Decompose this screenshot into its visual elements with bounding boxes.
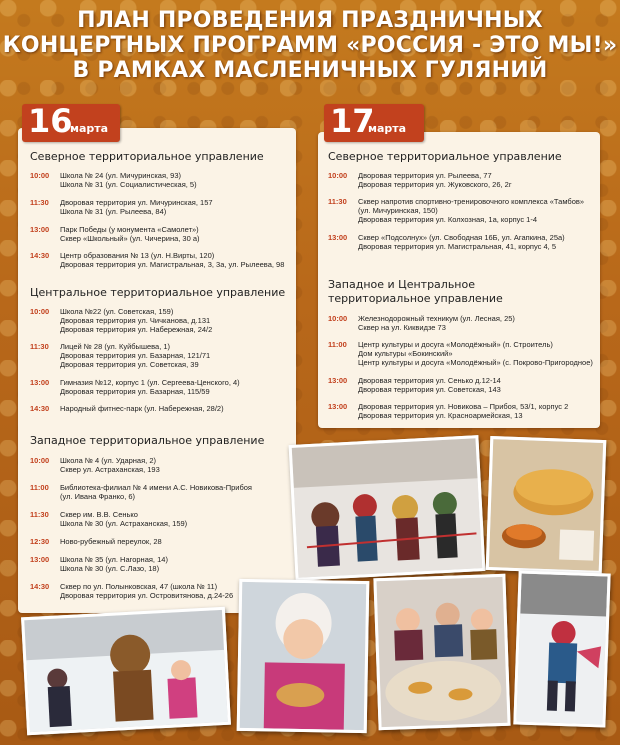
entry-time: 10:00: [30, 456, 50, 465]
section-title-line: территориальное управление: [328, 292, 503, 305]
poster-title: [0, 8, 620, 83]
feast-table-photo: [373, 574, 510, 731]
date-day: 16: [28, 102, 73, 140]
section-title-north: Северное территориальное управление: [328, 150, 562, 163]
entry-line: Дворовая территория ул. Советская, 39: [60, 360, 199, 369]
date-tab-16: [22, 104, 120, 142]
entry-time: 10:00: [328, 314, 348, 323]
entry-line: Библиотека-филиал № 4 имени А.С. Новикова-Прибоя: [60, 483, 252, 492]
entry-line: (ул. Ивана Франко, 6): [60, 492, 136, 501]
entry-line: Дворовая территория ул. Красноармейская, 13: [358, 411, 523, 420]
entry-line: Дворовая территория ул. Жуковского, 26, 2г: [358, 180, 512, 189]
entry-time: 11:30: [328, 197, 347, 206]
entry-time: 11:30: [30, 198, 49, 207]
date-month: марта: [368, 122, 407, 135]
entry-time: 11:00: [328, 340, 347, 349]
pancakes-photo: [486, 436, 607, 574]
section-title-central: Центральное территориальное управление: [30, 286, 286, 299]
entry-line: Сквер напротив спортивно-тренировочного комплекса «Тамбов»: [358, 197, 585, 206]
entry-time: 13:00: [328, 376, 348, 385]
entry-line: Школа № 31 (ул. Рылеева, 84): [60, 207, 167, 216]
entry-time: 14:30: [30, 404, 50, 413]
entry-line: Дворовая территория ул. Мичуринская, 157: [60, 198, 213, 207]
title-line-2: КОНЦЕРТНЫХ ПРОГРАММ «РОССИЯ - ЭТО МЫ!»: [2, 33, 618, 58]
date-tab-17: [324, 104, 424, 142]
entry-line: Дворовая территория ул. Колхозная, 1а, корпус 1-4: [358, 215, 538, 224]
entry-line: Сквер «Школьный» (ул. Чичерина, 30 а): [60, 234, 200, 243]
entry-time: 12:30: [30, 537, 50, 546]
entry-line: Дворовая территория ул. Базарная, 121/71: [60, 351, 211, 360]
date-day: 17: [330, 102, 375, 140]
section-title-west: Западное территориальное управление: [30, 434, 265, 447]
entry-line: Дворовая территория ул. Чичканова, д.131: [60, 316, 211, 325]
entry-line: Сквер на ул. Киквидзе 73: [358, 323, 446, 332]
schedule-panel-16: [18, 128, 296, 613]
entry-time: 11:00: [30, 483, 49, 492]
entry-line: Центр культуры и досуга «Молодёжный» (с. Покрово-Пригородное): [358, 358, 593, 367]
entry-line: Дворовая территория ул. Сенько д.12-14: [358, 376, 501, 385]
entry-line: Школа № 4 (ул. Ударная, 2): [60, 456, 156, 465]
entry-time: 10:00: [328, 171, 348, 180]
entry-time: 13:00: [30, 225, 50, 234]
title-line-3: В РАМКАХ МАСЛЕНИЧНЫХ ГУЛЯНИЙ: [72, 58, 548, 83]
entry-line: (ул. Мичуринская, 150): [358, 206, 438, 215]
bear-mascot-photo: [21, 607, 231, 736]
entry-time: 10:00: [30, 171, 50, 180]
entry-time: 14:30: [30, 251, 50, 260]
entry-line: Народный фитнес-парк (ул. Набережная, 28/2): [60, 404, 224, 413]
entry-line: Сквер по ул. Полынковская, 47 (школа № 11): [60, 582, 218, 591]
child-in-snow-photo: [513, 570, 610, 727]
entry-line: Школа № 35 (ул. Нагорная, 14): [60, 555, 168, 564]
entry-line: Школа № 30 (ул. С.Лазо, 18): [60, 564, 160, 573]
entry-line: Дворовая территория ул. Набережная, 24/2: [60, 325, 213, 334]
title-line-1: ПЛАН ПРОВЕДЕНИЯ ПРАЗДНИЧНЫХ: [77, 8, 543, 33]
entry-time: 14:30: [30, 582, 50, 591]
entry-line: Дворовая территория ул. Советская, 143: [358, 385, 501, 394]
entry-line: Дворовая территория ул. Рылеева, 77: [358, 171, 492, 180]
festival-crowd-photo: [289, 435, 486, 581]
entry-line: Дворовая территория ул. Магистральная, 41, корпус 4, 5: [358, 242, 556, 251]
entry-time: 11:30: [30, 342, 49, 351]
entry-line: Железнодорожный техникум (ул. Лесная, 25): [358, 314, 515, 323]
section-title-west-central: [328, 278, 503, 306]
entry-line: Дворовая территория ул. Магистральная, 3, 3а, ул. Рылеева, 98: [60, 260, 285, 269]
entry-time: 13:00: [328, 233, 348, 242]
entry-time: 10:00: [30, 307, 50, 316]
section-title-north: Северное территориальное управление: [30, 150, 264, 163]
girl-portrait-photo: [237, 579, 370, 733]
entry-line: Парк Победы (у монумента «Самолет»): [60, 225, 199, 234]
entry-time: 11:30: [30, 510, 49, 519]
entry-line: Сквер им. В.В. Сенько: [60, 510, 138, 519]
entry-time: 13:00: [30, 555, 50, 564]
entry-time: 13:00: [328, 402, 348, 411]
entry-line: Школа № 24 (ул. Мичуринская, 93): [60, 171, 182, 180]
entry-line: Лицей № 28 (ул. Куйбышева, 1): [60, 342, 171, 351]
date-month: марта: [70, 122, 109, 135]
entry-line: Школа № 30 (ул. Астраханская, 159): [60, 519, 188, 528]
entry-line: Сквер «Подсолнух» (ул. Свободная 16Б, ул. Агапкина, 25а): [358, 233, 565, 242]
entry-line: Дворовая территория ул. Базарная, 115/59: [60, 387, 210, 396]
entry-line: Дворовая территория ул. Островитянова, д.24-26: [60, 591, 234, 600]
entry-line: Сквер ул. Астраханская, 193: [60, 465, 160, 474]
entry-line: Дом культуры «Бокинский»: [358, 349, 453, 358]
section-title-line: Западное и Центральное: [328, 278, 475, 291]
entry-line: Школа №22 (ул. Советская, 159): [60, 307, 174, 316]
entry-line: Центр образования № 13 (ул. Н.Вирты, 120): [60, 251, 215, 260]
schedule-panel-17: [318, 132, 600, 428]
entry-line: Дворовая территория ул. Новикова – Прибоя, 53/1, корпус 2: [358, 402, 569, 411]
entry-time: 13:00: [30, 378, 50, 387]
entry-line: Ново-рубежный переулок, 28: [60, 537, 162, 546]
entry-line: Центр культуры и досуга «Молодёжный» (п. Строитель): [358, 340, 553, 349]
entry-line: Школа № 31 (ул. Социалистическая, 5): [60, 180, 197, 189]
entry-line: Гимназия №12, корпус 1 (ул. Сергеева-Ценского, 4): [60, 378, 240, 387]
